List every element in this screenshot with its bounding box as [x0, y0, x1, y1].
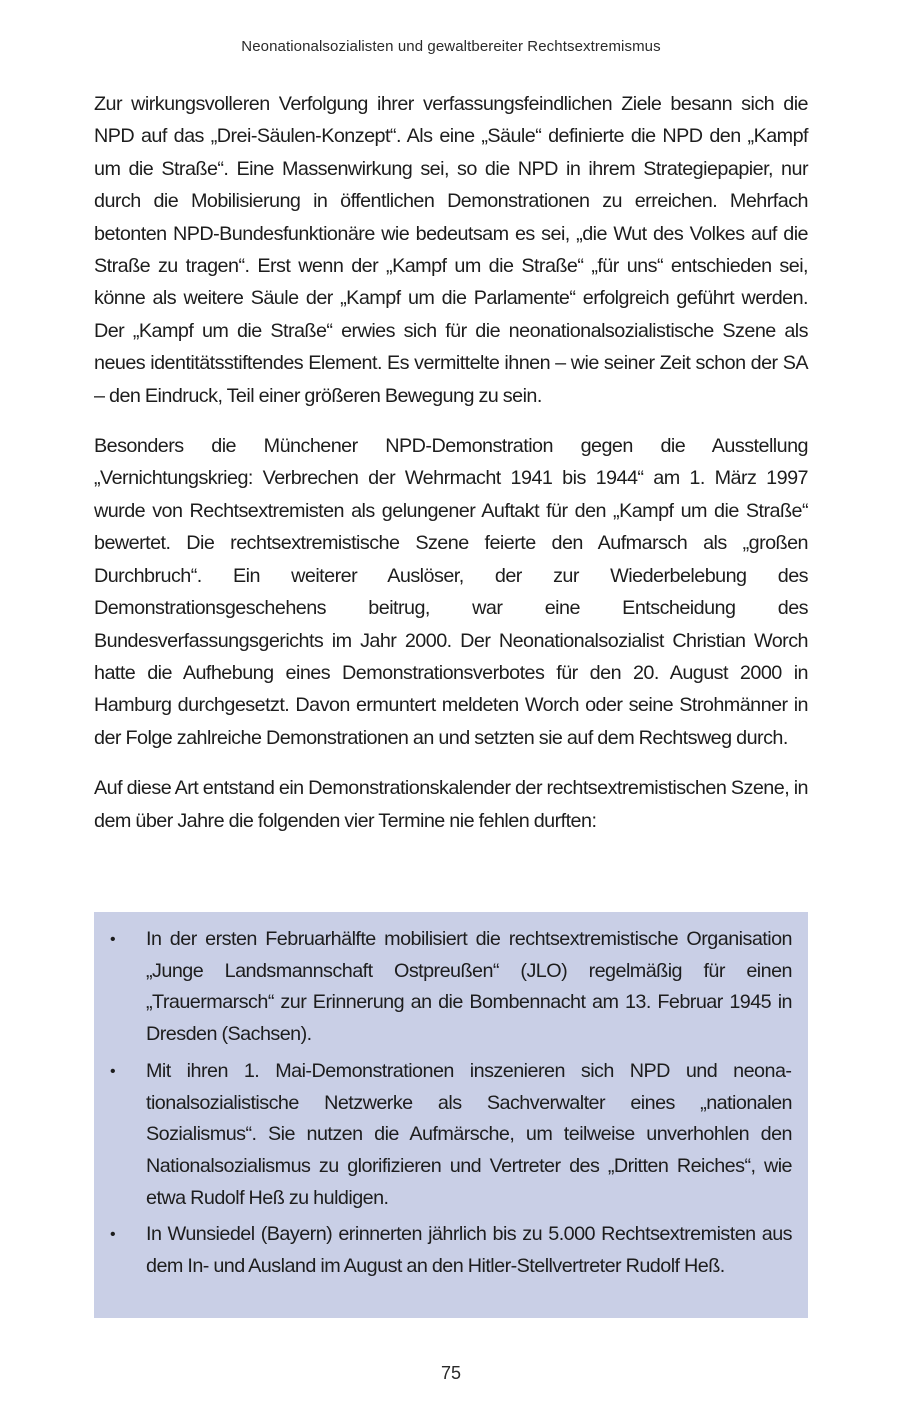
- list-item: [110, 924, 792, 1051]
- body-text: [94, 88, 808, 855]
- event-list: [110, 924, 792, 1283]
- running-header: Neonationalsozialisten und gewaltbereiter Rechtsextremismus: [241, 38, 661, 55]
- paragraph-2: Besonders die Münchener NPD-Demonstration gegen die Ausstellung „Vernichtungskrieg: Verbrechen der Wehrmacht 1941 bis 1944“ am 1. März 1997 wurde von Rechtsextremisten als gelungener Auftakt für den „Kampf um die Straße“ bewertet. Die rechtsextremistische Szene feierte den Aufmarsch als „großen Durchbruch“. Ein weiterer Auslöser, der zur Wiederbelebung des Demonstrationsgeschehens beitrug, war eine Entscheidung des Bundesverfassungsgerichts im Jahr 2000. Der Neonationalsozialist Christian Worch hatte die Aufhebung eines Demonstrationsverbotes für den 20. August 2000 in Hamburg durchgesetzt. Davon ermuntert meldeten Worch oder seine Strohmänner in der Folge zahlreiche Demonstrationen an und setzten sie auf dem Rechtsweg durch.: [94, 435, 808, 749]
- bullet-icon: •: [110, 1062, 116, 1080]
- list-item-text: In Wunsiedel (Bayern) erinnerten jährlich bis zu 5.000 Rechtsextremisten aus dem In- und Ausland im August an den Hitler-Stellvertreter Rudolf Heß.: [146, 1223, 792, 1278]
- list-item: [110, 1056, 792, 1215]
- paragraph-3: Auf diese Art entstand ein Demonstrationskalender der rechtsextremistischen Szene, in dem über Jahre die folgenden vier Termine nie fehlen durften:: [94, 777, 808, 832]
- paragraph-1: Zur wirkungsvolleren Verfolgung ihrer verfassungsfeindlichen Ziele besann sich die NPD auf das „Drei-Säulen-Konzept“. Als eine „Säule“ definierte die NPD den „Kampf um die Straße“. Eine Massenwirkung sei, so die NPD in ihrem Strategiepapier, nur durch die Mobilisierung in öffentlichen Demonstrationen zu erreichen. Mehrfach betonten NPD-Bundesfunktionäre wie bedeutsam es sei, „die Wut des Volkes auf die Straße zu tragen“. Erst wenn der „Kampf um die Straße“ „für uns“ entschieden sei, könne als weitere Säule der „Kampf um die Parlamente“ erfolgreich geführt werden. Der „Kampf um die Straße“ erwies sich für die neonationalsozialistische Szene als neues identitätsstiftendes Element. Es vermittelte ihnen – wie seiner Zeit schon der SA – den Eindruck, Teil einer größeren Bewegung zu sein.: [94, 93, 808, 407]
- page-number: 75: [440, 1363, 462, 1383]
- bullet-icon: •: [110, 1226, 116, 1244]
- list-item-text: In der ersten Februarhälfte mobilisiert die rechtsextremistische Organisation „Junge Landsmannschaft Ostpreußen“ (JLO) regelmäßig für einen „Trauermarsch“ zur Erinnerung an die Bombennacht am 13. Februar 1945 in Dresden (Sachsen).: [146, 928, 792, 1046]
- bullet-icon: •: [110, 931, 116, 948]
- highlight-box: [94, 912, 808, 1318]
- list-item-text: Mit ihren 1. Mai-Demonstrationen inszenieren sich NPD und neonationalsozialistische Netzwerke als Sachverwalter eines „nationalen Sozialismus“. Sie nutzen die Aufmärsche, um teilweise unverhohlen den Nationalsozialismus zu glorifizieren und Vertreter des „Dritten Reiches“, wie etwa Rudolf Heß zu huldigen.: [146, 1059, 792, 1209]
- list-item: [110, 1219, 792, 1282]
